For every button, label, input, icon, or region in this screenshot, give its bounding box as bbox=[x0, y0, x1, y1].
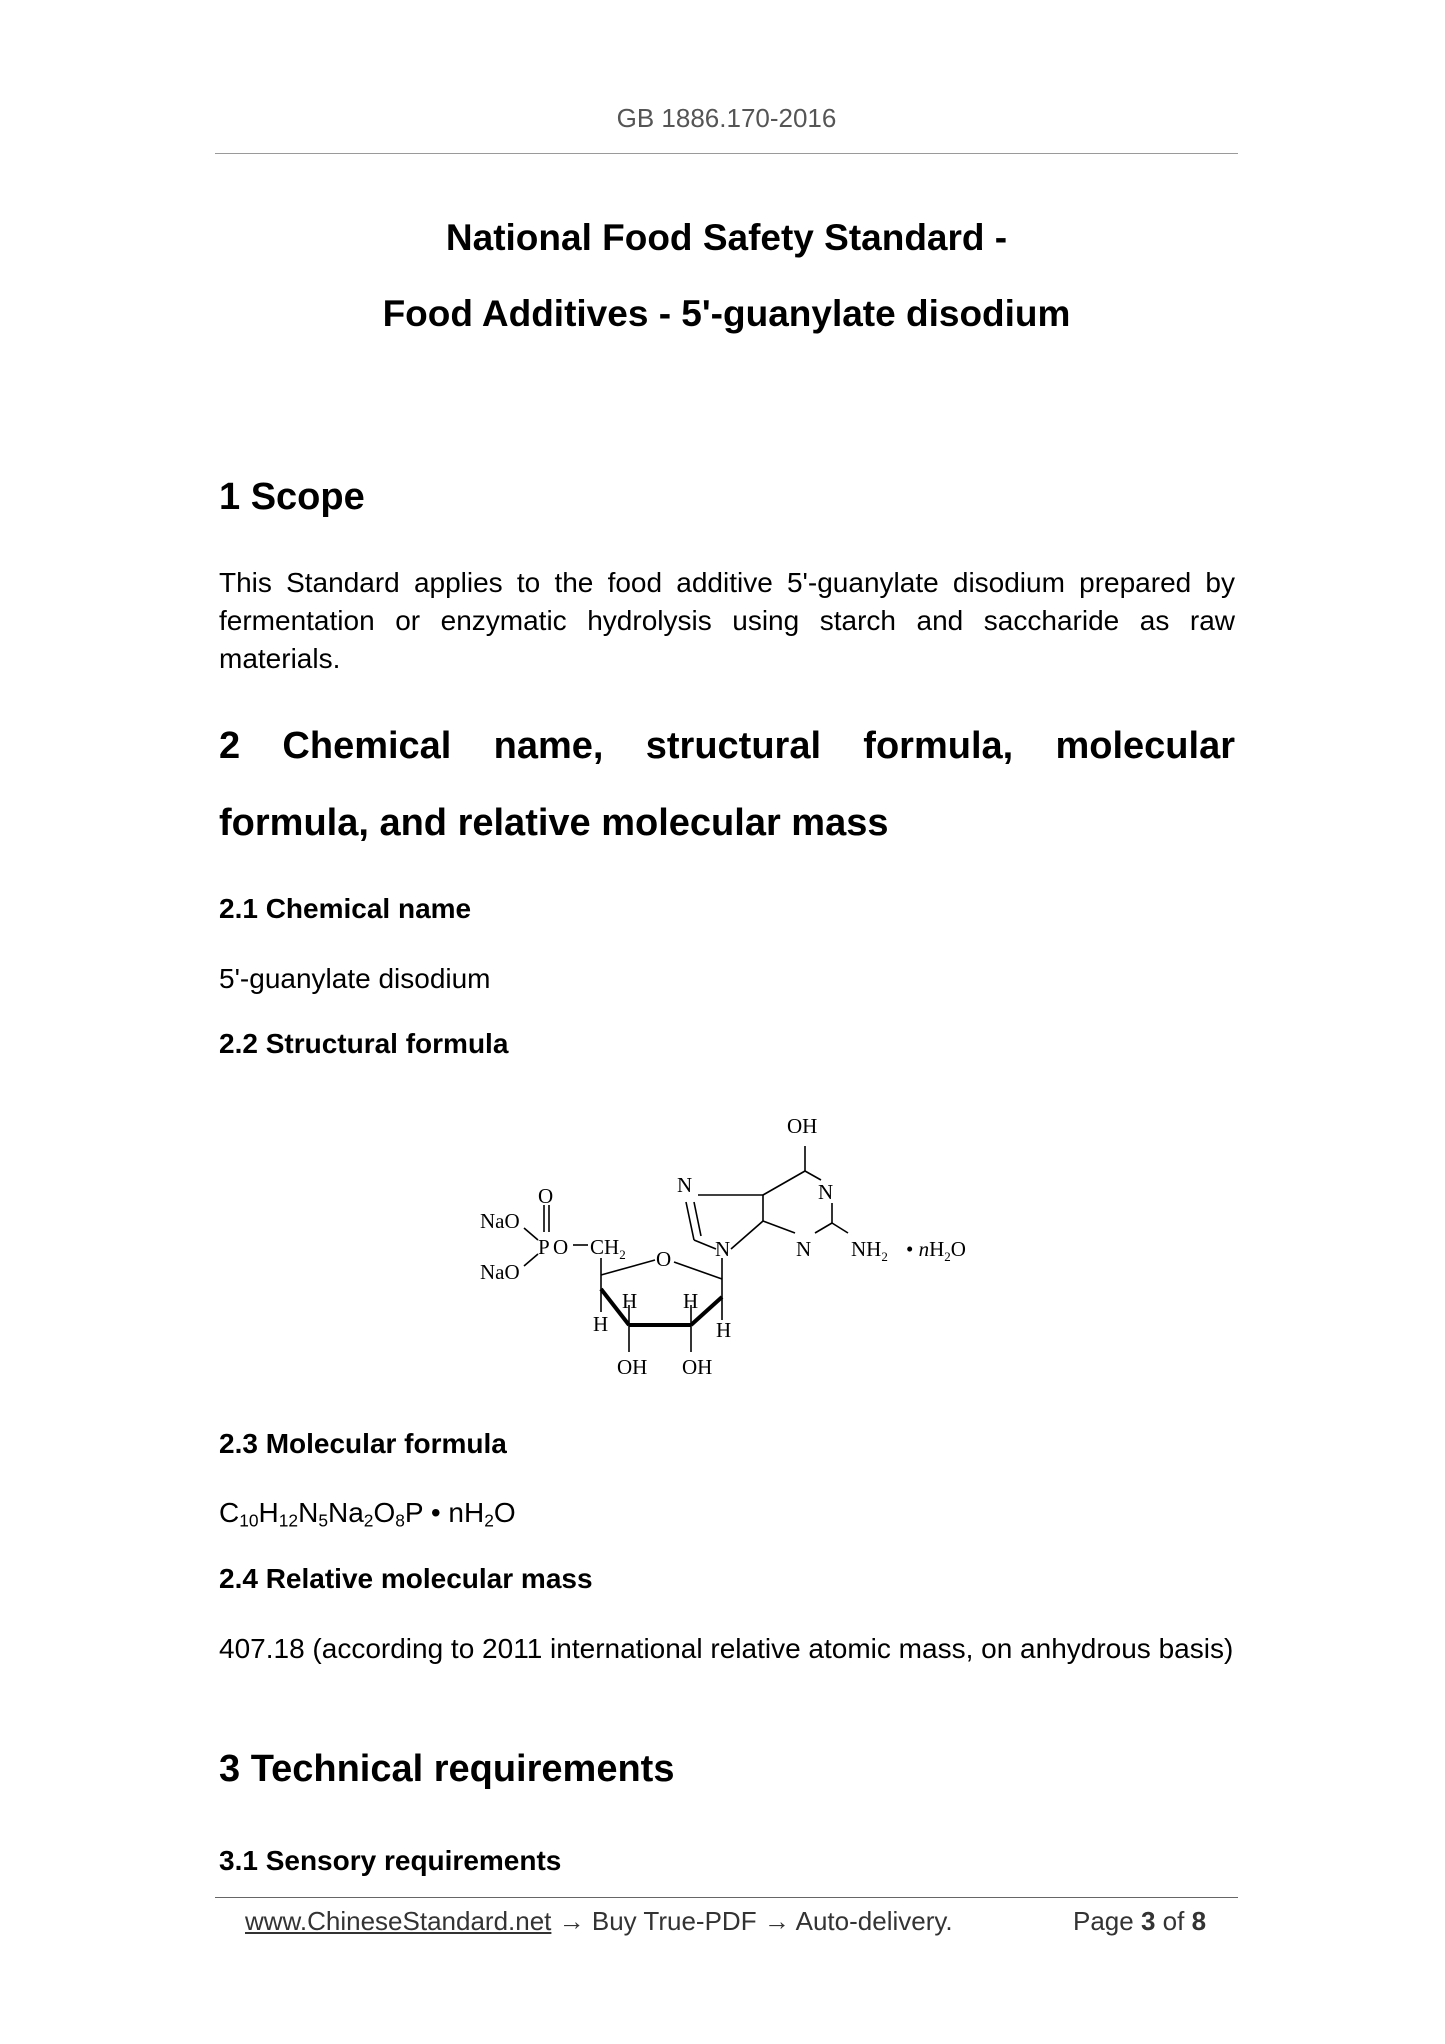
document-title-line2: Food Additives - 5'-guanylate disodium bbox=[382, 293, 1071, 334]
site-link[interactable]: www.ChineseStandard.net bbox=[245, 1906, 552, 1936]
atom-oh-top: OH bbox=[787, 1114, 818, 1138]
structure-labels bbox=[480, 1114, 966, 1379]
document-title-line1: National Food Safety Standard - bbox=[445, 217, 1008, 258]
section-2-heading-line1: 2 Chemical name, structural formula, molecular bbox=[219, 725, 1235, 767]
molecular-formula: $C_{10}H_{12}N_5Na_2O_8P$ • $nH_2O$ bbox=[219, 1497, 516, 1531]
section-2-1-heading: 2.1 Chemical name bbox=[219, 893, 472, 924]
amino-group: $NH_2$ bbox=[851, 1237, 888, 1264]
section-3-heading: 3 Technical requirements bbox=[219, 1748, 675, 1790]
atom-o-ring: O bbox=[656, 1247, 672, 1271]
delivery-text: Auto-delivery. bbox=[795, 1906, 953, 1936]
atom-h-c2: H bbox=[683, 1289, 699, 1313]
atom-n1: N bbox=[818, 1180, 834, 1204]
atom-nao-lower: NaO bbox=[480, 1260, 520, 1284]
section-2-2-heading: 2.2 Structural formula bbox=[219, 1028, 509, 1059]
atom-nao-upper: NaO bbox=[480, 1209, 520, 1233]
hydrate-term: • $nH_2O$ bbox=[906, 1237, 966, 1264]
chemical-name-text: 5'-guanylate disodium bbox=[219, 963, 491, 994]
arrow-right-icon: → bbox=[558, 1906, 585, 1936]
atom-o-double: O bbox=[538, 1184, 554, 1208]
current-page: 3 bbox=[1140, 1906, 1156, 1936]
section-2-4-heading: 2.4 Relative molecular mass bbox=[219, 1563, 593, 1594]
section-3-1-heading: 3.1 Sensory requirements bbox=[219, 1845, 562, 1876]
section-1-heading: 1 Scope bbox=[219, 476, 365, 518]
atom-oh-c3: OH bbox=[617, 1355, 648, 1379]
atom-n7: N bbox=[677, 1173, 693, 1197]
atom-oh-c2: OH bbox=[682, 1355, 713, 1379]
atom-p: P bbox=[538, 1235, 550, 1259]
atom-h-c1: H bbox=[716, 1318, 732, 1342]
atom-n9: N bbox=[715, 1237, 731, 1261]
section-2-heading-line2: formula, and relative molecular mass bbox=[219, 802, 889, 844]
footer-divider bbox=[215, 1897, 1238, 1898]
relative-molecular-mass-text: 407.18 (according to 2011 international relative atomic mass, on anhydrous basis) bbox=[219, 1633, 1234, 1664]
page-indicator: Page 3 of 8 bbox=[1073, 1906, 1207, 1936]
atom-n3: N bbox=[796, 1237, 812, 1261]
methylene-group: $CH_2$ bbox=[590, 1235, 626, 1262]
buy-text: Buy True-PDF bbox=[591, 1906, 757, 1936]
document-code-header: GB 1886.170-2016 bbox=[616, 103, 837, 133]
footer-promo bbox=[245, 1906, 953, 1937]
section-2-3-heading: 2.3 Molecular formula bbox=[219, 1428, 507, 1459]
total-pages: 8 bbox=[1191, 1906, 1207, 1936]
atom-h-c4: H bbox=[593, 1312, 609, 1336]
atom-h-c3: H bbox=[622, 1289, 638, 1313]
atom-o-ester: O bbox=[553, 1235, 569, 1259]
arrow-right-icon: → bbox=[763, 1906, 790, 1936]
section-1-text: This Standard applies to the food additive 5'-guanylate disodium prepared by fermentation or enzymatic hydrolysis using starch and saccharide as raw materials. bbox=[219, 567, 1235, 674]
